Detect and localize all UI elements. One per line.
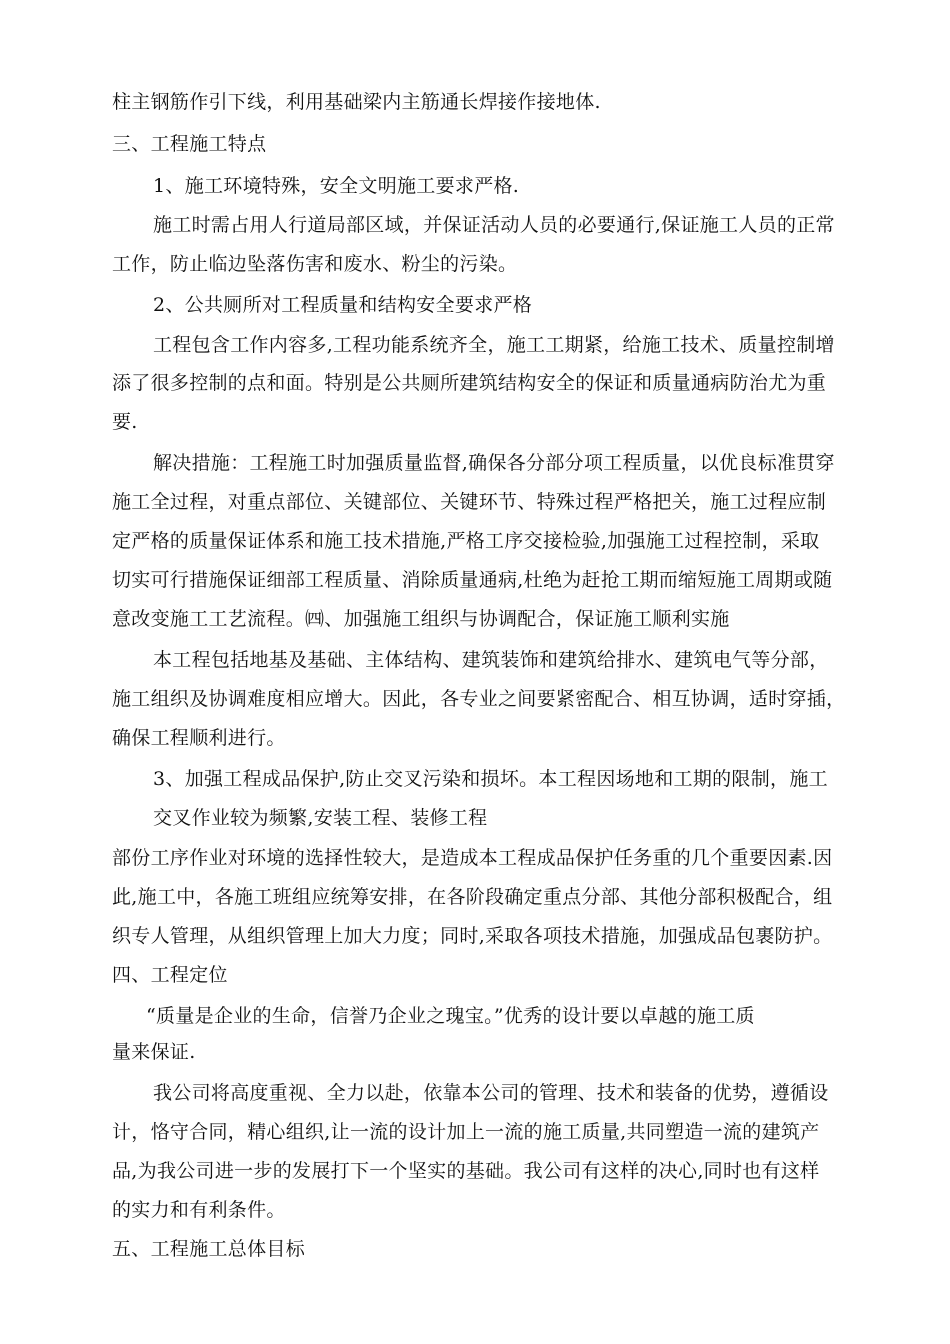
text-line: 本工程包括地基及基础、主体结构、建筑装饰和建筑给排水、建筑电气等分部， — [153, 649, 829, 671]
text-line: 柱主钢筋作引下线，利用基础梁内主筋通长焊接作接地体. — [112, 91, 601, 113]
text-line: 要. — [112, 411, 138, 433]
text-line: 工作，防止临边坠落伤害和废水、粉尘的污染。 — [112, 253, 518, 275]
section-heading: 三、工程施工特点 — [112, 133, 267, 155]
text-line: 交叉作业较为频繁,安装工程、装修工程 — [153, 807, 488, 829]
text-line: 3、加强工程成品保护,防止交叉污染和损坏。本工程因场地和工期的限制，施工 — [153, 768, 828, 790]
subsection-heading: 2、公共厕所对工程质量和结构安全要求严格 — [153, 294, 533, 316]
section-heading: 四、工程定位 — [112, 964, 228, 986]
text-line: 的实力和有利条件。 — [112, 1199, 286, 1221]
text-line: 施工组织及协调难度相应增大。因此，各专业之间要紧密配合、相互协调，适时穿插， — [112, 688, 846, 710]
text-line: 工程包含工作内容多,工程功能系统齐全，施工工期紧，给施工技术、质量控制增 — [153, 334, 835, 356]
text-line: 我公司将高度重视、全力以赴，依靠本公司的管理、技术和装备的优势，遵循设 — [153, 1082, 829, 1104]
text-line: “质量是企业的生命，信誉乃企业之瑰宝。”优秀的设计要以卓越的施工质 — [146, 1005, 755, 1027]
subsection-heading: 1、施工环境特殊，安全文明施工要求严格. — [153, 175, 520, 197]
text-line: 织专人管理，从组织管理上加大力度；同时,采取各项技术措施，加强成品包裹防护。 — [112, 925, 833, 947]
section-heading: 五、工程施工总体目标 — [112, 1238, 306, 1260]
text-line: 意改变施工工艺流程。㈣、加强施工组织与协调配合，保证施工顺利实施 — [112, 608, 730, 630]
text-line: 量来保证. — [112, 1041, 196, 1063]
text-line: 部份工序作业对环境的选择性较大，是造成本工程成品保护任务重的几个重要因素.因 — [112, 847, 833, 869]
text-line: 定严格的质量保证体系和施工技术措施,严格工序交接检验,加强施工过程控制，采取 — [112, 530, 820, 552]
text-line: 切实可行措施保证细部工程质量、消除质量通病,杜绝为赶抢工期而缩短施工周期或随 — [112, 569, 833, 591]
text-line: 施工全过程，对重点部位、关键部位、关键环节、特殊过程严格把关，施工过程应制 — [112, 491, 827, 513]
text-line: 计，恪守合同，精心组织,让一流的设计加上一流的施工质量,共同塑造一流的建筑产 — [112, 1121, 820, 1143]
text-line: 确保工程顺利进行。 — [112, 727, 286, 749]
text-line: 此,施工中，各施工班组应统筹安排，在各阶段确定重点分部、其他分部积极配合，组 — [112, 886, 833, 908]
text-line: 施工时需占用人行道局部区域，并保证活动人员的必要通行,保证施工人员的正常 — [153, 214, 835, 236]
text-line: 添了很多控制的点和面。特别是公共厕所建筑结构安全的保证和质量通病防治尤为重 — [112, 372, 827, 394]
text-line: 品,为我公司进一步的发展打下一个坚实的基础。我公司有这样的决心,同时也有这样 — [112, 1160, 820, 1182]
text-line: 解决措施：工程施工时加强质量监督,确保各分部分项工程质量，以优良标准贯穿 — [153, 452, 835, 474]
